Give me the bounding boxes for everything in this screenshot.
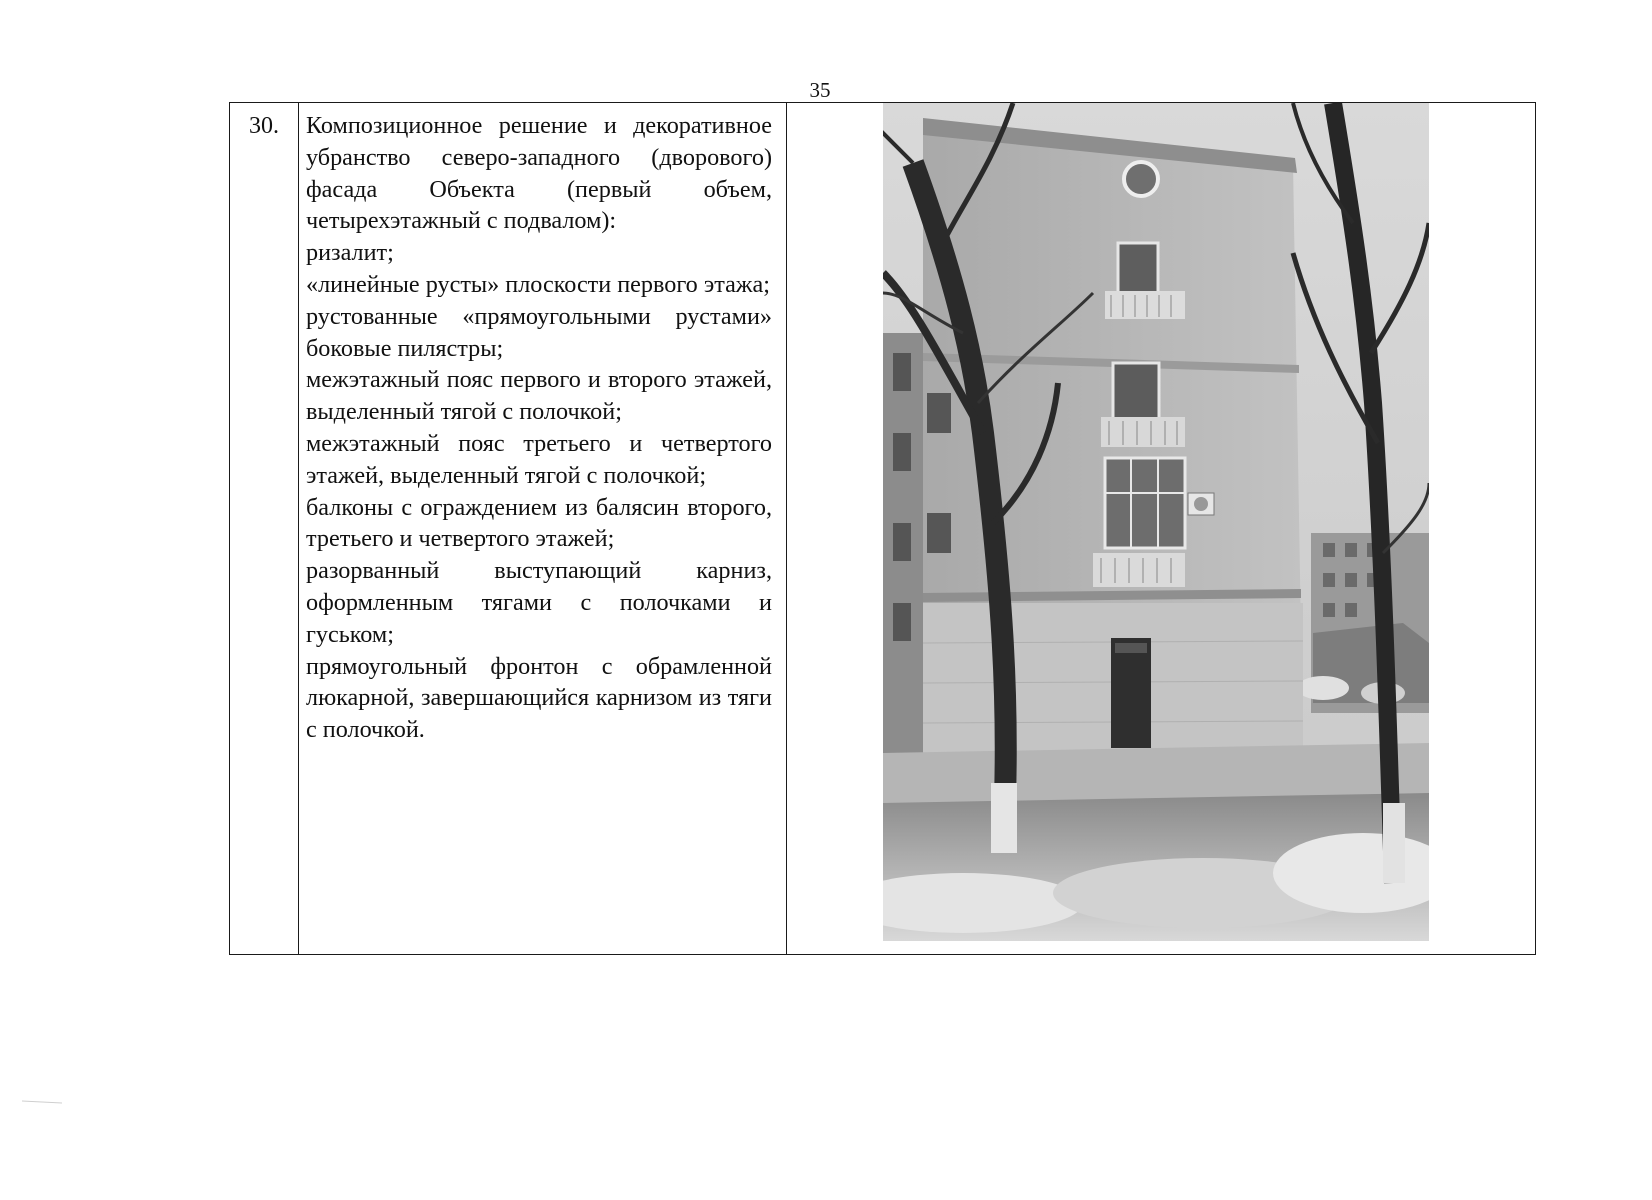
description-paragraph: ризалит;	[306, 239, 394, 267]
column-divider-number	[298, 103, 299, 954]
scan-mark	[22, 1100, 62, 1104]
building-facade-photo	[883, 103, 1429, 941]
building-facade-photo-icon	[883, 103, 1429, 941]
description-paragraph: межэтажный пояс третьего и четвертого этажей, выделенный тягой с полочкой;	[306, 429, 772, 489]
description-paragraph: рустованные «прямоугольными рустами» боковые пилястры;	[306, 302, 772, 362]
description-paragraph: прямоугольный фронтон с обрамленной люкарной, завершающийся карнизом из тяги с полочкой.	[306, 652, 772, 744]
description-paragraph: разорванный выступающий карниз, оформленным тягами с полочками и гуськом;	[306, 557, 772, 648]
description-paragraph: балконы с ограждением из балясин второго, третьего и четвертого этажей;	[306, 493, 772, 553]
page-number: 35	[809, 78, 831, 102]
column-divider-text	[786, 103, 787, 954]
description-paragraph: межэтажный пояс первого и второго этажей, выделенный тягой с полочкой;	[306, 366, 772, 426]
row-number: 30.	[249, 113, 279, 139]
description-paragraph: «линейные русты» плоскости первого этажа;	[306, 270, 770, 298]
description-paragraph: Композиционное решение и декоративное убранство северо-западного (дворового) фасада Объекта (первый объем, четырехэтажный с подвалом):	[306, 112, 772, 235]
description-table	[229, 102, 1536, 955]
description-cell	[306, 110, 772, 746]
